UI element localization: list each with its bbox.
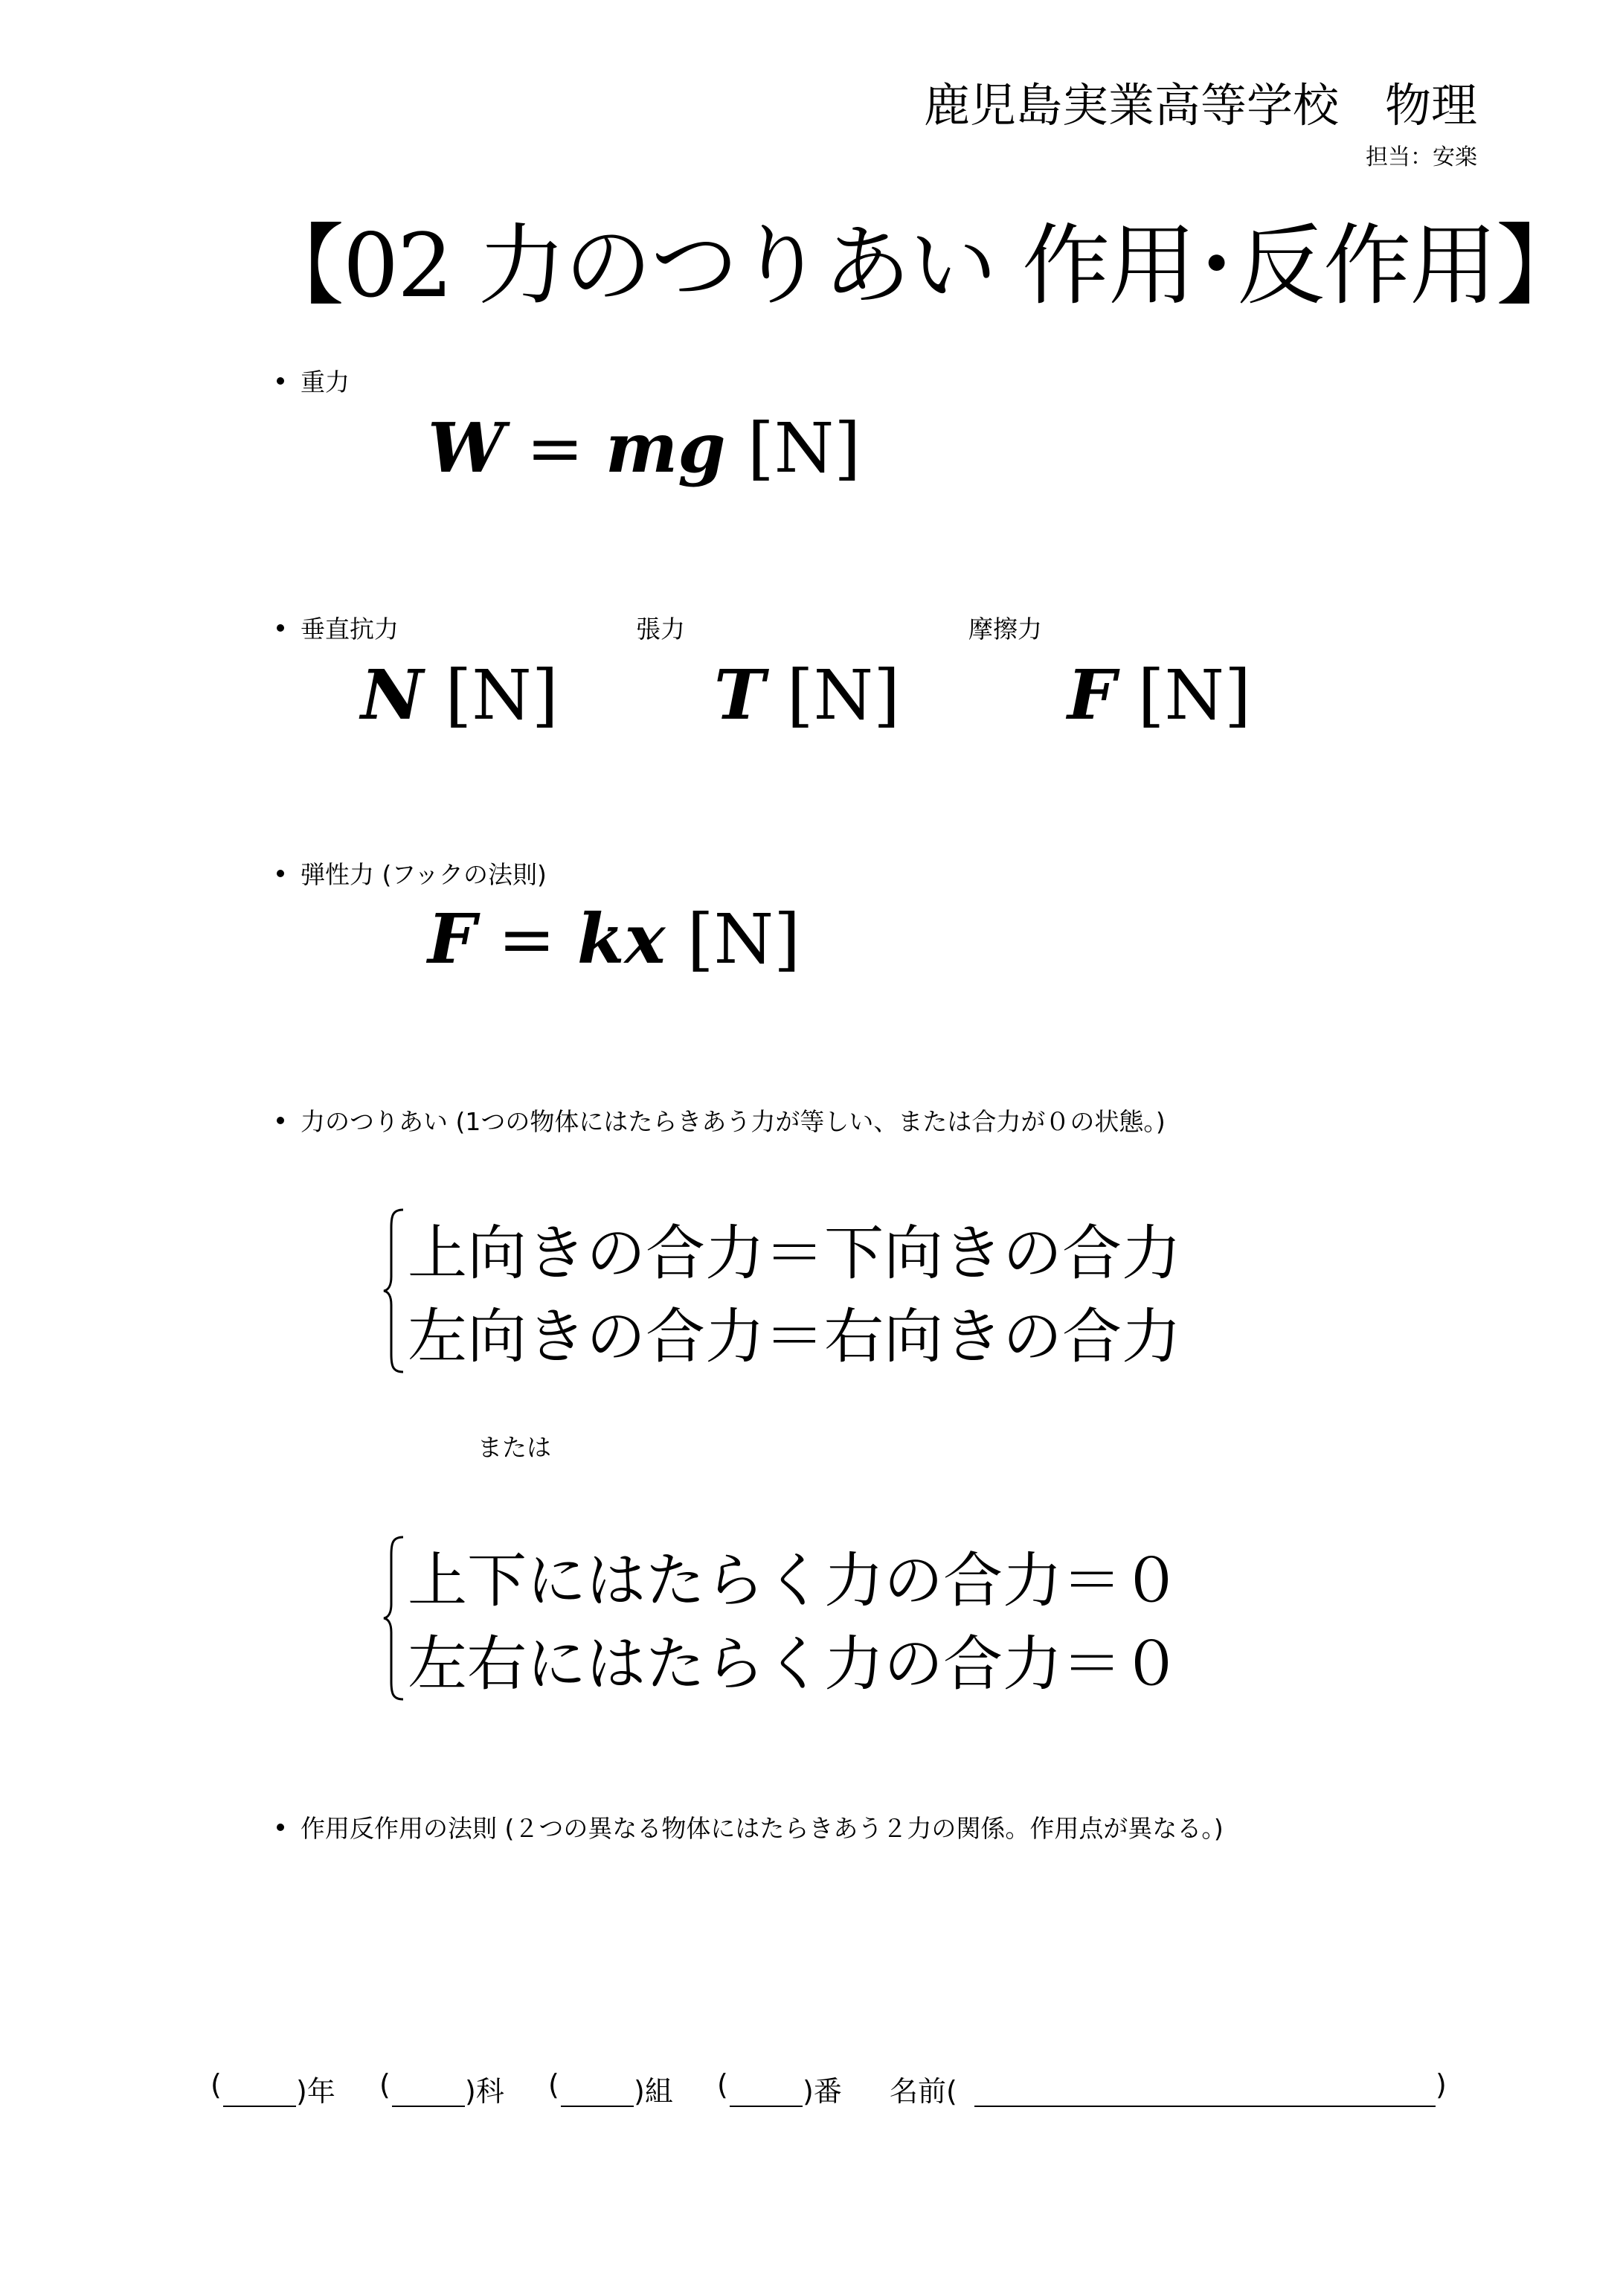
brace-icon — [381, 1533, 406, 1704]
footer-paren: ( — [548, 2068, 559, 2101]
equation-line: 上下にはたらく力の合力＝０ — [408, 1546, 1181, 1615]
friction-symbol — [1067, 655, 1251, 735]
formula-unit: [N] — [747, 408, 861, 488]
footer-paren: ( — [379, 2068, 391, 2101]
section-label: 力のつりあい (1つの物体にはたらきあう力が等しい、または合力が０の状態。) — [301, 1107, 1166, 1136]
or-label: または — [478, 1433, 551, 1462]
section-gravity-heading — [277, 363, 350, 398]
section-label: 作用反作用の法則 (２つの異なる物体にはたらきあう２力の関係。作用点が異なる。) — [301, 1814, 1224, 1843]
class-field[interactable] — [561, 2106, 634, 2107]
section-elastic-heading — [277, 856, 547, 891]
symbol: N — [361, 655, 424, 735]
page-title: 【02 力のつりあい 作用･反作用】 — [257, 214, 1583, 317]
tension-symbol — [714, 655, 900, 735]
unit: [N] — [1137, 655, 1251, 735]
tension-label: 張力 — [636, 615, 685, 644]
footer-paren: ( — [210, 2068, 222, 2101]
bullet-icon — [277, 1117, 284, 1124]
friction-label: 摩擦力 — [968, 615, 1042, 644]
teacher-name: 担当：安楽 — [1366, 144, 1477, 170]
section-label: 重力 — [301, 368, 350, 397]
symbol: T — [714, 655, 765, 735]
equilibrium-system-1 — [381, 1205, 1273, 1376]
formula-eq: = — [526, 408, 584, 488]
elastic-formula — [428, 899, 800, 979]
gravity-formula — [428, 408, 861, 488]
formula-eq: = — [498, 900, 556, 979]
school-name: 鹿児島実業高等学校 物理 — [923, 78, 1477, 132]
formula-rhs: mg — [605, 408, 726, 488]
section-label: 垂直抗力 — [301, 615, 399, 644]
equilibrium-system-2 — [381, 1533, 1273, 1704]
course-field[interactable] — [392, 2106, 465, 2107]
year-field[interactable] — [223, 2106, 296, 2107]
formula-lhs: F — [428, 899, 477, 979]
unit: [N] — [786, 655, 901, 735]
section-label: 弾性力 (フックの法則) — [301, 860, 547, 889]
footer-paren: ( — [717, 2068, 728, 2101]
footer-course-label: )科 — [465, 2075, 504, 2108]
footer-paren: ) — [1436, 2068, 1447, 2101]
bullet-icon — [277, 377, 284, 385]
bullet-icon — [277, 870, 284, 877]
footer-year-label: )年 — [296, 2075, 335, 2108]
bullet-icon — [277, 1824, 284, 1831]
brace-icon — [381, 1205, 406, 1376]
unit: [N] — [445, 655, 559, 735]
formula-rhs: kx — [576, 899, 666, 979]
section-forces-heading — [277, 610, 399, 645]
formula-lhs: W — [428, 408, 505, 488]
equation-line: 上向きの合力＝下向きの合力 — [408, 1219, 1181, 1288]
equation-line: 左向きの合力＝右向きの合力 — [408, 1302, 1181, 1371]
name-field[interactable] — [974, 2106, 1436, 2107]
footer-name-label: 名前( — [890, 2075, 957, 2108]
section-action-reaction-heading — [277, 1809, 1224, 1844]
footer-number-label: )番 — [803, 2075, 842, 2108]
bullet-icon — [277, 624, 284, 632]
equation-line: 左右にはたらく力の合力＝０ — [408, 1629, 1181, 1699]
symbol: F — [1067, 655, 1116, 735]
normal-force-symbol — [361, 655, 559, 735]
section-equilibrium-heading — [277, 1103, 1166, 1138]
footer-class-label: )組 — [634, 2075, 673, 2108]
formula-unit: [N] — [687, 900, 801, 979]
number-field[interactable] — [730, 2106, 803, 2107]
